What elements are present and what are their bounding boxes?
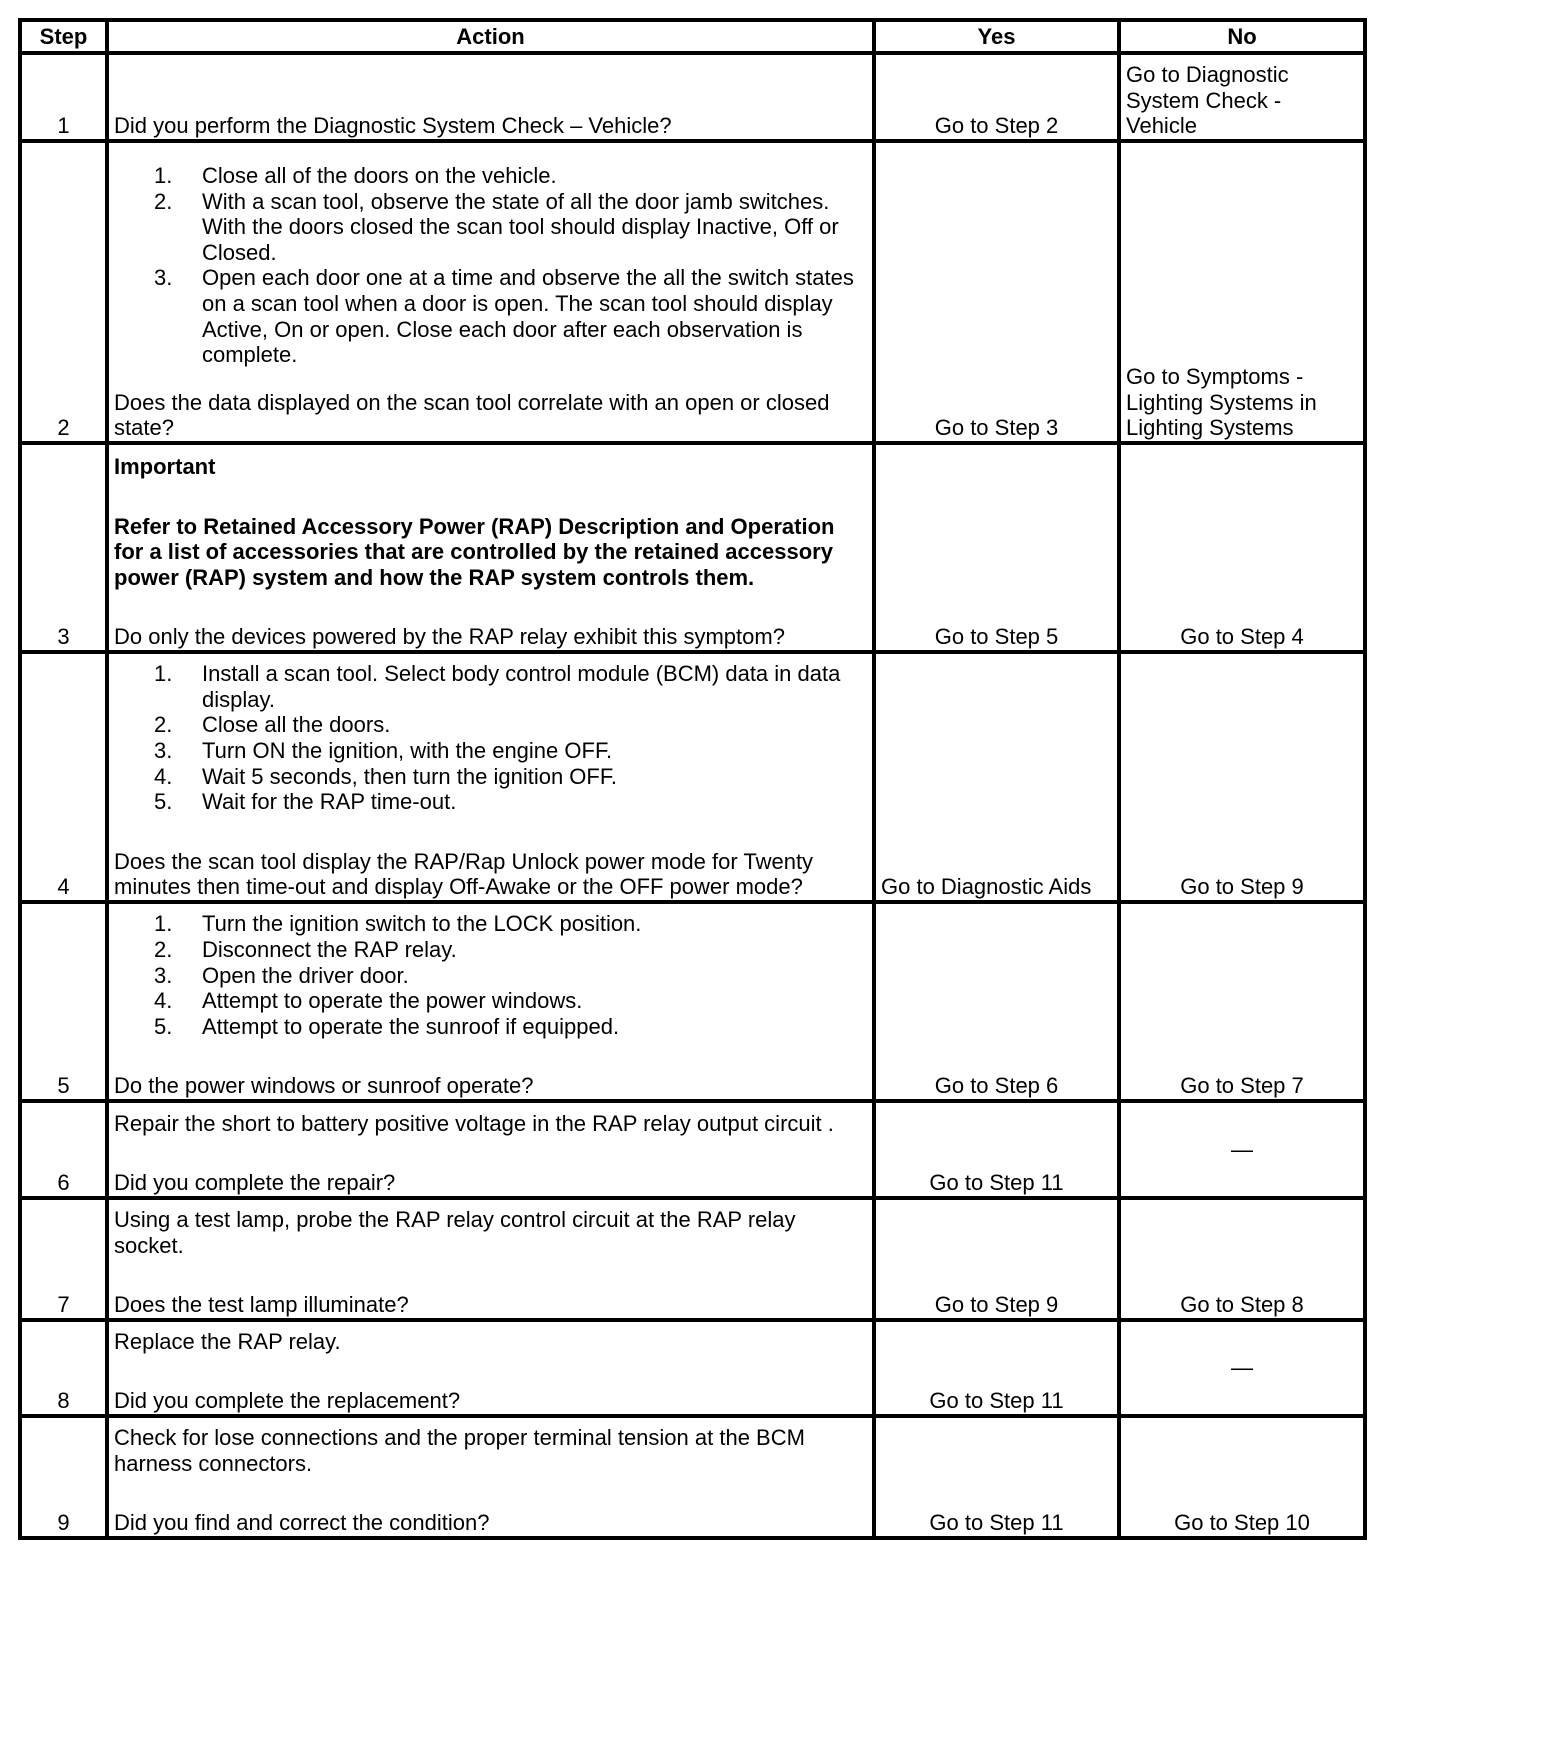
table-row [20, 53, 1365, 141]
instruction-text: Check for lose connections and the proper terminal tension at the BCM harness connectors. [114, 1425, 805, 1476]
action-cell [107, 1416, 874, 1538]
header-row [20, 20, 1365, 53]
yes-link[interactable]: Go to Step 3 [874, 141, 1119, 443]
step-number: 4 [20, 652, 107, 902]
action-cell [107, 902, 874, 1101]
question-text: Did you complete the repair? [114, 1170, 396, 1196]
procedure-item: 4. Wait 5 seconds, then turn the ignition OFF. [154, 763, 617, 789]
question-text: Did you perform the Diagnostic System Check – Vehicle? [114, 113, 672, 139]
action-cell [107, 141, 874, 443]
table-row [20, 443, 1365, 652]
action-cell [107, 1320, 874, 1416]
procedure-item: 1. Install a scan tool. Select body control module (BCM) data in data display. [154, 661, 841, 712]
procedure-item: 1. Close all of the doors on the vehicle. [154, 163, 557, 189]
yes-link[interactable]: Go to Step 11 [874, 1416, 1119, 1538]
diagnostic-table [18, 18, 1367, 1540]
important-heading: Important [114, 454, 216, 480]
procedure-list [114, 661, 867, 815]
procedure-item: 2. Close all the doors. [154, 712, 391, 738]
procedure-item: 3. Turn ON the ignition, with the engine OFF. [154, 738, 613, 764]
procedure-item: 3. Open the driver door. [154, 962, 409, 988]
no-link[interactable]: Go to Step 9 [1119, 652, 1365, 902]
step-number: 8 [20, 1320, 107, 1416]
instruction-text: Repair the short to battery positive voltage in the RAP relay output circuit . [114, 1110, 834, 1136]
header-yes: Yes [874, 20, 1119, 53]
question-text: Did you find and correct the condition? [114, 1510, 490, 1536]
yes-link[interactable]: Go to Diagnostic Aids [874, 652, 1119, 902]
question-text: Does the scan tool display the RAP/Rap Unlock power mode for Twenty minutes then time-out and display Off-Awake or the OFF power mode? [114, 848, 814, 900]
yes-link[interactable]: Go to Step 11 [874, 1320, 1119, 1416]
important-note: Refer to Retained Accessory Power (RAP) Description and Operation for a list of accessories that are controlled by the retained accessory power (RAP) system and how the RAP system controls them. [114, 513, 835, 590]
action-cell [107, 1198, 874, 1320]
instruction-text: Replace the RAP relay. [114, 1328, 341, 1354]
question-text: Does the test lamp illuminate? [114, 1292, 409, 1318]
procedure-item: 5. Wait for the RAP time-out. [154, 789, 457, 815]
procedure-list [114, 163, 867, 368]
no-link[interactable]: Go to Symptoms - Lighting Systems in Lighting Systems [1119, 141, 1365, 443]
yes-link[interactable]: Go to Step 11 [874, 1101, 1119, 1198]
procedure-item: 2. With a scan tool, observe the state of all the door jamb switches. With the doors closed the scan tool should display Inactive, Off or Closed. [154, 188, 839, 265]
question-text: Does the data displayed on the scan tool correlate with an open or closed state? [114, 389, 830, 441]
action-cell [107, 443, 874, 652]
table-row [20, 902, 1365, 1101]
procedure-item: 3. Open each door one at a time and observe the all the switch states on a scan tool when a door is open. The scan tool should display Active, On or open. Close each door after each observation is complete. [154, 265, 854, 368]
no-link[interactable]: Go to Diagnostic System Check - Vehicle [1119, 53, 1365, 141]
procedure-item: 2. Disconnect the RAP relay. [154, 937, 457, 963]
table-row [20, 1320, 1365, 1416]
header-step: Step [20, 20, 107, 53]
table-row [20, 1101, 1365, 1198]
yes-link[interactable]: Go to Step 6 [874, 902, 1119, 1101]
no-dash: — [1119, 1101, 1365, 1198]
procedure-item: 1. Turn the ignition switch to the LOCK position. [154, 911, 642, 937]
question-text: Did you complete the replacement? [114, 1388, 461, 1414]
yes-link[interactable]: Go to Step 2 [874, 53, 1119, 141]
step-number: 5 [20, 902, 107, 1101]
table-row [20, 1198, 1365, 1320]
step-number: 7 [20, 1198, 107, 1320]
table-row [20, 1416, 1365, 1538]
no-dash: — [1119, 1320, 1365, 1416]
yes-link[interactable]: Go to Step 9 [874, 1198, 1119, 1320]
step-number: 6 [20, 1101, 107, 1198]
step-number: 3 [20, 443, 107, 652]
question-text: Do only the devices powered by the RAP relay exhibit this symptom? [114, 624, 785, 650]
no-link[interactable]: Go to Step 7 [1119, 902, 1365, 1101]
header-no: No [1119, 20, 1365, 53]
no-link[interactable]: Go to Step 10 [1119, 1416, 1365, 1538]
procedure-list [114, 911, 867, 1039]
instruction-text: Using a test lamp, probe the RAP relay control circuit at the RAP relay socket. [114, 1207, 796, 1258]
procedure-item: 5. Attempt to operate the sunroof if equipped. [154, 1013, 620, 1039]
action-cell [107, 652, 874, 902]
step-number: 2 [20, 141, 107, 443]
yes-link[interactable]: Go to Step 5 [874, 443, 1119, 652]
question-text: Do the power windows or sunroof operate? [114, 1073, 534, 1099]
table-row [20, 141, 1365, 443]
step-number: 9 [20, 1416, 107, 1538]
header-action: Action [107, 20, 874, 53]
action-cell [107, 1101, 874, 1198]
procedure-item: 4. Attempt to operate the power windows. [154, 988, 583, 1014]
action-cell [107, 53, 874, 141]
no-link[interactable]: Go to Step 8 [1119, 1198, 1365, 1320]
table-row [20, 652, 1365, 902]
no-link[interactable]: Go to Step 4 [1119, 443, 1365, 652]
step-number: 1 [20, 53, 107, 141]
